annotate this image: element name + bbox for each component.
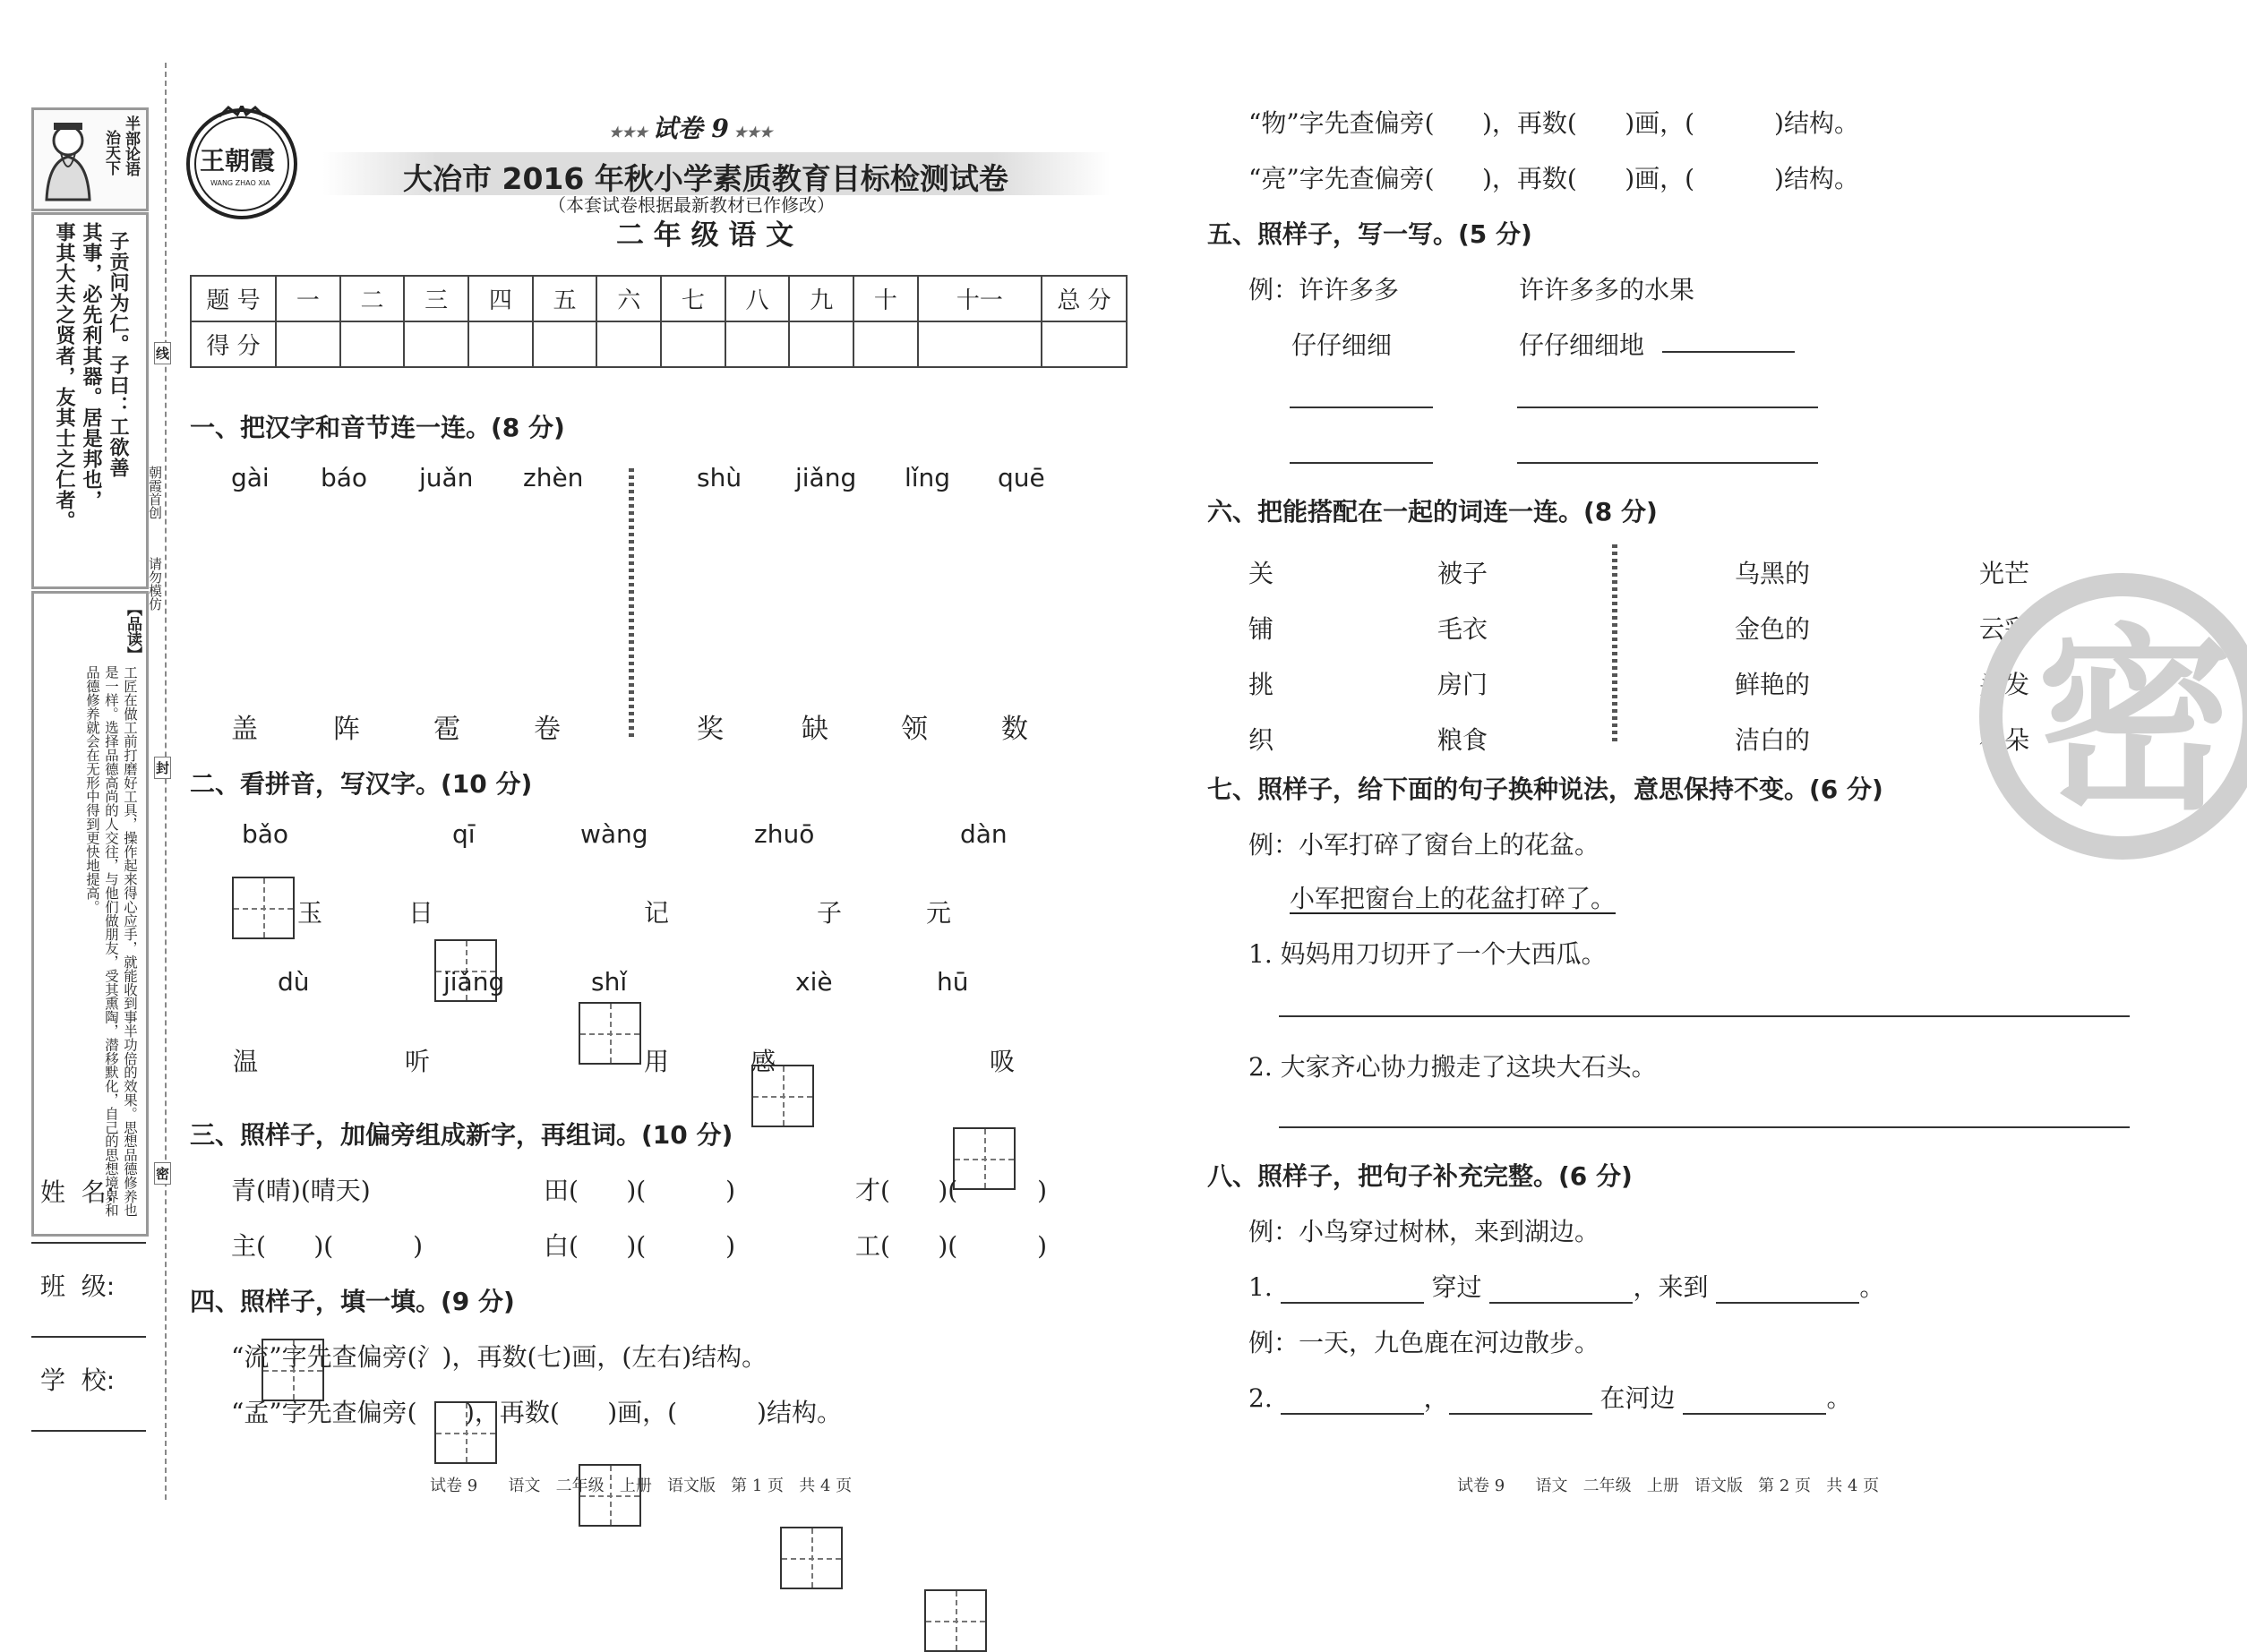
q8-end-mark: 。 (1826, 1383, 1852, 1413)
q6-word: 粮食 (1437, 725, 1488, 755)
q8-item-1 (1248, 1268, 1884, 1304)
q1-char-2: 阵 (333, 714, 360, 745)
seal-label-xian: 线 (154, 342, 171, 364)
score-header-row (191, 276, 1127, 321)
class-label: 班 级: (40, 1271, 116, 1301)
q2-title: 二、看拼音，写汉字。(10 分) (190, 769, 533, 799)
seal-label-feng: 封 (154, 757, 171, 779)
score-header-cell: 五 (533, 276, 597, 321)
score-cell[interactable] (468, 321, 533, 367)
motto-box (31, 107, 149, 211)
q1-pinyin-7: lǐng (905, 463, 951, 492)
q7-answer-line[interactable] (1279, 1015, 2130, 1017)
star-icons-right: ★★★ (728, 124, 773, 141)
motto-col-1: 半部论语 (122, 116, 140, 176)
q6-word: 花朵 (1979, 725, 2030, 755)
q2-pinyin: bǎo (242, 819, 289, 849)
q1-pinyin-1: gài (231, 463, 270, 492)
q6-word: 洁白的 (1735, 725, 1811, 755)
footer-right: 试卷 9 语文 二年级 上册 语文版 第 2 页 共 4 页 (1457, 1477, 1880, 1495)
q8-blank[interactable] (1716, 1302, 1859, 1304)
q6-divider (1612, 544, 1617, 741)
q5-example: 例：许许多多 (1248, 275, 1400, 304)
q1-char-4: 卷 (534, 714, 561, 745)
q8-blank[interactable] (1683, 1413, 1826, 1415)
q5-blank[interactable] (1290, 407, 1433, 408)
quote-line-2: 其事，必先利其器。居是邦也， (80, 222, 102, 510)
q2-hint-char: 感 (750, 1047, 776, 1076)
q1-char-3: 雹 (433, 714, 460, 745)
q1-char-8: 数 (1001, 714, 1028, 745)
q3-item: 才( )( ) (855, 1176, 1048, 1205)
q2-hint-char: 元 (926, 898, 952, 928)
q1-char-5: 奖 (697, 714, 724, 745)
q6-word: 被子 (1437, 559, 1488, 588)
vertical-note-1: 朝霞首创 (147, 466, 163, 519)
logo-subtext: WANG ZHAO XIA (210, 179, 270, 187)
q2-hint-char: 用 (644, 1047, 670, 1076)
q6-word: 云彩 (1979, 614, 2030, 644)
q2-write-box[interactable] (924, 1589, 987, 1652)
q2-hint-char: 吸 (990, 1047, 1016, 1076)
name-field[interactable] (31, 1240, 146, 1244)
brand-logo (184, 106, 300, 222)
score-cell[interactable] (340, 321, 405, 367)
paper-number (609, 109, 772, 145)
q6-col2 (1437, 546, 1488, 768)
q3-title: 三、照样子，加偏旁组成新字，再组词。(10 分) (190, 1120, 733, 1150)
q8-connector: 在河边 (1599, 1383, 1676, 1413)
q4-line: “物”字先查偏旁( )，再数( )画，( )结构。 (1248, 108, 1859, 138)
score-cell[interactable] (596, 321, 661, 367)
q8-blank[interactable] (1489, 1302, 1633, 1304)
motto-col-2: 治天下 (102, 130, 120, 175)
q2-pinyin: zhuō (754, 819, 815, 849)
score-header-cell: 三 (404, 276, 468, 321)
score-header-cell: 一 (276, 276, 340, 321)
q6-word: 织 (1248, 725, 1274, 755)
q1-pinyin-8: quē (998, 463, 1045, 492)
q5-item-prefix: 仔仔细细地 (1519, 330, 1645, 360)
q4-line: “亮”字先查偏旁( )，再数( )画，( )结构。 (1248, 164, 1859, 193)
q4-title: 四、照样子，填一填。(9 分) (190, 1287, 515, 1316)
q8-blank[interactable] (1449, 1413, 1592, 1415)
class-field[interactable] (31, 1334, 146, 1338)
q2-hint-char: 子 (817, 898, 843, 928)
q5-blank[interactable] (1662, 351, 1795, 353)
logo-text: 王朝霞 (200, 146, 276, 175)
q8-connector: 穿过 (1431, 1272, 1482, 1302)
score-header-cell: 十 (853, 276, 918, 321)
q8-end-mark: 。 (1859, 1272, 1885, 1302)
q6-word: 关 (1248, 559, 1274, 588)
q1-pinyin-6: jiǎng (795, 463, 857, 492)
q6-col3 (1735, 546, 1810, 768)
q8-blank[interactable] (1281, 1413, 1424, 1415)
q2-write-box[interactable] (579, 1002, 641, 1065)
score-cell[interactable] (661, 321, 725, 367)
q8-example-1: 例：小鸟穿过树林，来到湖边。 (1248, 1217, 1600, 1246)
vertical-note-2: 请勿模仿 (147, 557, 163, 611)
score-cell[interactable] (853, 321, 918, 367)
star-icons-left: ★★★ (609, 124, 653, 141)
q1-title: 一、把汉字和音节连一连。(8 分) (190, 413, 565, 442)
name-label: 姓 名: (40, 1177, 116, 1207)
q5-title: 五、照样子，写一写。(5 分) (1207, 219, 1532, 249)
q1-char-6: 缺 (802, 714, 828, 745)
paper-number-text: 试卷 9 (652, 114, 729, 143)
q5-blank[interactable] (1517, 462, 1818, 464)
q2-pinyin: shǐ (591, 967, 628, 997)
binding-strip (27, 103, 148, 1500)
seal-label-mi: 密 (154, 1162, 171, 1185)
q1-pinyin-5: shù (697, 463, 742, 492)
q2-pinyin: dàn (960, 819, 1008, 849)
q2-hint-char: 记 (644, 898, 670, 928)
reading-box (31, 591, 149, 1237)
q2-pinyin: wàng (580, 819, 648, 849)
q3-item: 白( )( ) (544, 1231, 736, 1261)
q4-line: “孟”字先查偏旁( )，再数( )画，( )结构。 (231, 1398, 842, 1427)
score-table (190, 275, 1128, 368)
q2-pinyin: jiǎng (443, 967, 505, 997)
q5-blank[interactable] (1517, 407, 1818, 408)
q1-char-1: 盖 (231, 714, 258, 745)
q8-connector: ，来到 (1633, 1272, 1709, 1302)
q1-char-7: 领 (901, 714, 928, 745)
q7-title: 七、照样子，给下面的句子换种说法，意思保持不变。(6 分) (1207, 775, 1883, 804)
exam-title: 大冶市 2016 年秋小学素质教育目标检测试卷 (403, 161, 1008, 196)
q7-answer-line[interactable] (1279, 1126, 2130, 1128)
q8-example-2: 例：一天，九色鹿在河边散步。 (1248, 1328, 1600, 1357)
q1-pinyin-4: zhèn (523, 463, 584, 492)
q6-word: 头发 (1979, 670, 2030, 699)
exam-subject: 二 年 级 语 文 (616, 219, 794, 252)
school-field[interactable] (31, 1428, 146, 1432)
q8-item-number: 2. (1248, 1383, 1273, 1413)
q2-hint-char: 日 (408, 898, 434, 928)
q6-col1 (1248, 546, 1274, 768)
q6-word: 鲜艳的 (1735, 670, 1811, 699)
q6-title: 六、把能搭配在一起的词连一连。(8 分) (1207, 497, 1658, 526)
q2-pinyin: xiè (795, 967, 833, 997)
q5-example-answer: 许许多多的水果 (1519, 275, 1695, 304)
score-header-cell: 十一 (918, 276, 1042, 321)
exam-note: （本套试卷根据最新教材已作修改） (548, 194, 835, 216)
q6-word: 光芒 (1979, 559, 2030, 588)
q8-title: 八、照样子，把句子补充完整。(6 分) (1207, 1161, 1633, 1191)
q8-item-number: 1. (1248, 1272, 1273, 1302)
score-cell[interactable] (918, 321, 1042, 367)
watermark-char: 密 (2037, 607, 2234, 836)
reading-title: 【品读】 (124, 601, 142, 662)
q8-item-2 (1248, 1379, 1851, 1415)
score-header-cell: 六 (596, 276, 661, 321)
q2-hint-char: 听 (405, 1047, 431, 1076)
q1-pinyin-3: juǎn (419, 463, 474, 492)
q6-word: 毛衣 (1437, 614, 1488, 644)
q8-connector: ， (1423, 1383, 1449, 1413)
score-header-cell: 总 分 (1042, 276, 1127, 321)
q7-item: 2. 大家齐心协力搬走了这块大石头。 (1248, 1052, 1657, 1082)
score-header-cell: 九 (789, 276, 853, 321)
q5-item: 仔仔细细 (1291, 330, 1393, 360)
q3-item: 工( )( ) (855, 1231, 1048, 1261)
q4-line: “流”字先查偏旁(氵)，再数(七)画，(左右)结构。 (231, 1342, 768, 1372)
q1-pinyin-2: báo (321, 463, 368, 492)
q2-pinyin: hū (937, 967, 969, 997)
quote-line-1: 子贡问为仁。子曰：工欲善 (107, 231, 129, 478)
score-cell[interactable] (725, 321, 790, 367)
q3-item: 主( )( ) (231, 1231, 424, 1261)
watermark-seal (1979, 573, 2247, 860)
quote-line-3: 事其大夫之贤者，友其士之仁者。 (53, 222, 75, 531)
q6-word: 房门 (1437, 670, 1488, 699)
q2-write-box[interactable] (780, 1527, 843, 1589)
q7-item: 1. 妈妈用刀切开了一个大西瓜。 (1248, 939, 1607, 969)
q6-word: 铺 (1248, 614, 1274, 644)
q3-item: 青(晴)(晴天) (231, 1176, 371, 1205)
q5-blank[interactable] (1290, 462, 1433, 464)
score-cell[interactable] (533, 321, 597, 367)
confucius-icon (38, 117, 99, 203)
reading-text: 工匠在做工前打磨好工具，操作起来得心应手，就能收到事半功倍的效果。思想品德修养也是一样。选择品德高尚的人交往，与他们做朋友，受其熏陶，潜移默化，自己的思想境界和品德修养就会在无形中得到更快地提高。 (84, 665, 138, 1217)
q1-divider (629, 468, 634, 737)
q3-item: 田( )( ) (544, 1176, 736, 1205)
quote-box (31, 212, 149, 589)
score-value-row (191, 321, 1127, 367)
q2-pinyin: qī (452, 819, 476, 849)
score-header-cell: 八 (725, 276, 790, 321)
q6-word: 金色的 (1735, 614, 1811, 644)
q7-example: 例：小军打碎了窗台上的花盆。 (1248, 830, 1600, 860)
q2-hint-char: 温 (233, 1047, 259, 1076)
q7-example-answer: 小军把窗台上的花盆打碎了。 (1290, 884, 1617, 913)
score-cell[interactable] (404, 321, 468, 367)
score-cell[interactable] (276, 321, 340, 367)
q2-pinyin: dù (278, 967, 310, 997)
score-header-cell: 题 号 (191, 276, 276, 321)
q6-word: 挑 (1248, 670, 1274, 699)
score-row-label: 得 分 (191, 321, 276, 367)
footer-left: 试卷 9 语文 二年级 上册 语文版 第 1 页 共 4 页 (430, 1477, 853, 1495)
q2-write-box[interactable] (232, 877, 295, 939)
q8-blank[interactable] (1281, 1302, 1424, 1304)
q6-word: 乌黑的 (1735, 559, 1811, 588)
score-header-cell: 二 (340, 276, 405, 321)
q2-hint-char: 玉 (297, 898, 323, 928)
score-header-cell: 七 (661, 276, 725, 321)
score-cell[interactable] (1042, 321, 1127, 367)
score-cell[interactable] (789, 321, 853, 367)
score-header-cell: 四 (468, 276, 533, 321)
school-label: 学 校: (40, 1365, 116, 1395)
binding-line (165, 63, 167, 1500)
